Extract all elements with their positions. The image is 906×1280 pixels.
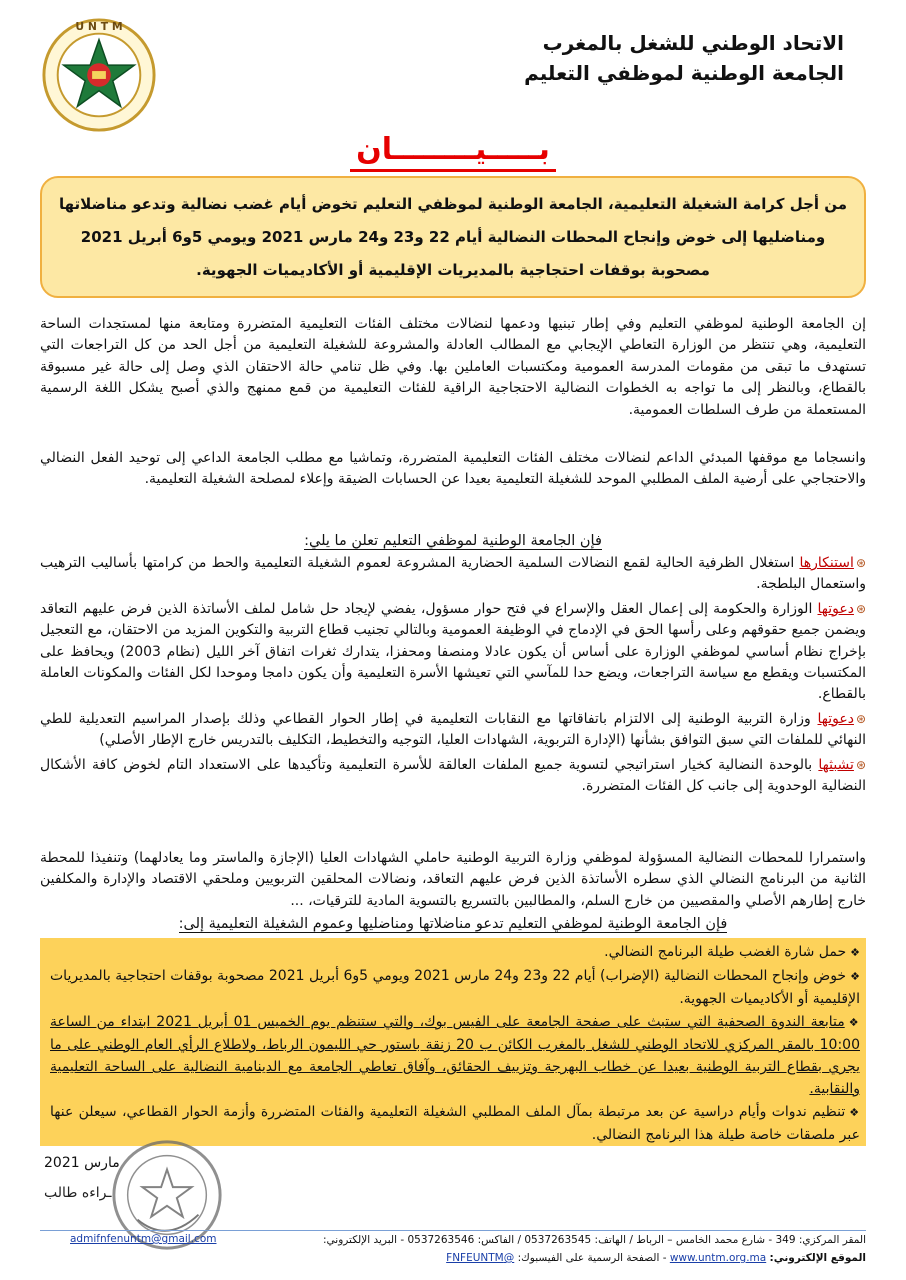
declaration-item <box>40 755 866 798</box>
call-item <box>50 941 860 964</box>
footer-facebook-label: - الصفحة الرسمية على الفيسبوك: <box>517 1252 667 1264</box>
logo-text: U N T M <box>75 19 123 33</box>
declaration-heading <box>40 533 866 549</box>
declaration-list <box>40 553 866 800</box>
second-paragraph: وانسجاما مع موقفها المبدئي الداعم لنضالات مختلف الفئات التعليمية المتضررة، وتماشيا مع مطلب الجامعة الداعي إلى توحيد الفعل النضالي والاحتجاجي على أرضية الملف المطلبي الموحد للشغيلة التعليمية بعيدا عن الحسابات الضيقة وإعلاء لمصلحة الشغيلة التعليمية. <box>40 450 866 488</box>
declaration-text: بالوحدة النضالية كخيار استراتيجي لتسوية جميع الملفات العالقة للأسرة التعليمية وتأكيدها على الاستعداد التام لخوض كافة الأشكال النضالية الوحدوية إلى جانب كل الفئات المتضررة. <box>40 756 866 795</box>
continuity-paragraph: واستمرارا للمحطات النضالية المسؤولة لموظفي وزارة التربية الوطنية حاملي الشهادات العليا (الإجازة والماستر وما يعادلهما) وتنفيذا للمحطة الثانية من البرنامج النضالي الذي سطره الأساتذة الذين فرض عليهم التعاقد، ونضالات المحلقين التربويين وملحقي الاقتصاد والإدارة والمكلفين خارج إطارهم الأصلي والمقصيين من خارج السلم، والمطالبين بالتسريع بالتسوية المادية للترقيات، ... <box>40 850 866 909</box>
diamond-bullet-icon: ❖ <box>849 1106 860 1119</box>
declaration-keyword: دعوتها <box>817 600 854 617</box>
declaration-item <box>40 553 866 596</box>
diamond-bullet-icon: ❖ <box>848 1016 860 1029</box>
org-line-2: الجامعة الوطنية لموظفي التعليم <box>524 61 844 85</box>
intro-paragraph: إن الجامعة الوطنية لموظفي التعليم وفي إطار تبنيها ودعمها لنضالات مختلف الفئات التعليمية المتضررة ومتابعة منها لمستجدات الساحة التعليمية، وهي تنتظر من الوزارة التعاطي الإيجابي مع المطالب العادلة والمشروعة للشغيلة التعليمية من أجل الحد من كل التراجعات التي تستهدف ما تبقى من مقومات المدرسة العمومية ومكتسبات العاملين بها. وفي ظل تنامي حالة الاحتقان الذي وصل إلى حالة غير مسبوقة بالقطاع، وبالنظر إلى ما تواجه به الخطوات النضالية الاحتجاجية الراقية للفئات التعليمية من قمع ممنهج والذي أصبح يشكل اللغة الرسمية المستعملة من طرف السلطات العمومية. <box>40 316 866 418</box>
call-text: خوض وإنجاح المحطات النضالية (الإضراب) أيام 22 و23 و24 مارس 2021 ويومي 5و6 أبريل 2021 مصحوبة بوقفات احتجاجية بالمديريات الإقليمية أو الأكاديميات الجهوية. <box>50 968 860 1007</box>
diamond-bullet-icon: ❖ <box>850 946 860 959</box>
call-text: حمل شارة الغضب طيلة البرنامج النضالي. <box>604 944 847 960</box>
signature-name: ـراءه طالب <box>44 1185 112 1201</box>
call-item <box>50 965 860 1010</box>
declaration-text: وزارة التربية الوطنية إلى الالتزام باتفاقاتها مع النقابات التعليمية في إطار الحوار القطاعي وذلك بإصدار المراسيم التعديلية للطي النهائي للملفات التي سبق التوافق بشأنها (الإدارة التربوية، الشهادات العليا، التوجيه والتخطيط، التكليف بالتدريس خارج الإطار الأصلي) <box>40 710 866 749</box>
declaration-keyword: استنكارها <box>799 555 854 571</box>
org-line-1: الاتحاد الوطني للشغل بالمغرب <box>542 31 844 55</box>
bullet-marker-icon: ⊛ <box>855 601 866 616</box>
bullet-marker-icon: ⊛ <box>855 556 866 570</box>
declaration-item <box>40 709 866 752</box>
declaration-text: استغلال الظرفية الحالية لقمع النضالات السلمية الحضارية المشروعة لعموم الشغيلة التعليمية والحط من كرامتها بأساليب الترهيب واستعمال البلطجة. <box>40 555 866 593</box>
call-heading-text: فإن الجامعة الوطنية لموظفي التعليم تدعو مناضلاتها ومناضليها وعموم الشغيلة التعليمية إلى: <box>178 916 728 932</box>
call-text: متابعة الندوة الصحفية التي ستبث على صفحة الجامعة على الفيس بوك، والتي ستنظم يوم الخميس 01 أبريل 2021 ابتداء من الساعة 10:00 بالمقر المركزي للاتحاد الوطني للشغل بالمغرب الكائن ب 20 زنقة باستور حي الليمون الرباط، ولاطلاع الرأي العام الوطني على ما يجري بقطاع التربية الوطنية بعيدا عن خطاب البهرجة وتزييف الحقائق، وآفاق تعاطي الجامعة مع الدينامية النضالية على الساحة التعليمية والنقابية. <box>50 1014 860 1097</box>
organization-heading <box>424 28 844 88</box>
footer-web-line <box>40 1251 866 1266</box>
footer-address: المقر المركزي: 349 - شارع محمد الخامس – الرباط / الهاتف: 0537263545 / الفاكس: 0537263546 - البريد الإلكتروني: <box>322 1234 866 1246</box>
footer-facebook-link[interactable]: @FNFEUNTM <box>446 1252 515 1264</box>
footer-website-link[interactable]: www.untm.org.ma <box>669 1252 767 1264</box>
union-logo <box>40 16 158 134</box>
declaration-heading-text: فإن الجامعة الوطنية لموظفي التعليم تعلن ما يلي: <box>304 533 602 549</box>
bullet-marker-icon: ⊛ <box>855 757 866 772</box>
signature-date: مارس 2021 <box>44 1155 120 1171</box>
banner-line-1: من أجل كرامة الشغيلة التعليمية، الجامعة الوطنية لموظفي التعليم تخوض أيام غضب نضالية وتدعو مناضلاتها <box>58 195 848 213</box>
declaration-keyword: دعوتها <box>817 710 854 727</box>
declaration-text: الوزارة والحكومة إلى إعمال العقل والإسراع في فتح حوار مسؤول، يفضي لإيجاد حل شامل لملف الأساتذة الذين فرض عليهم التعاقد ويضمن جميع حقوقهم وعلى رأسها الحق في الإدماج في الوظيفة العمومية وبالتالي تجنيب قطاع التربية والتكوين المزيد من الاحتقان، مع التعجيل بإخراج نظام أساسي لموظفي الوزارة على أساس أن يكون عادلا ومنصفا ومحفزا، يتدارك ثغرات اتفاق آخر الليل (نظام 2003) ويحافظ على المكتسبات ويقطع مع سياسة التراجعات، ويضع حدا للمآسي التي تعيشها الأسرة التعليمية وأن يكون دامجا وموحدا لكل الفئات والمكونات العاملة بالقطاع. <box>40 600 866 703</box>
call-item <box>50 1011 860 1100</box>
banner-line-2: ومناضليها إلى خوض وإنجاح المحطات النضالية أيام 22 و23 و24 مارس 2021 ويومي 5و6 أبريل 2021 <box>80 228 826 246</box>
footer-divider <box>40 1230 866 1231</box>
title-text: بـــــيــــــــان <box>350 132 556 172</box>
bullet-marker-icon: ⊛ <box>855 711 866 726</box>
headline-banner <box>40 176 866 298</box>
footer-website-label: الموقع الإلكتروني: <box>769 1252 866 1264</box>
call-list <box>40 938 866 1146</box>
diamond-bullet-icon: ❖ <box>850 970 860 983</box>
declaration-item <box>40 599 866 706</box>
declaration-keyword: تشبثها <box>818 756 854 773</box>
footer-email-link[interactable]: admifnfenuntm@gmail.com <box>70 1233 217 1245</box>
banner-line-3: مصحوبة بوقفات احتجاجية بالمديريات الإقليمية أو الأكاديميات الجهوية. <box>196 261 710 279</box>
call-heading <box>40 916 866 932</box>
call-text: تنظيم ندوات وأيام دراسية عن بعد مرتبطة بمآل الملف المطلبي الشغيلة التعليمية والفئات المتضررة وأزمة الحوار القطاعي، سيعلن عنها عبر ملصقات خاصة طيلة هذا البرنامج النضالي. <box>50 1104 860 1143</box>
document-title <box>0 132 906 167</box>
